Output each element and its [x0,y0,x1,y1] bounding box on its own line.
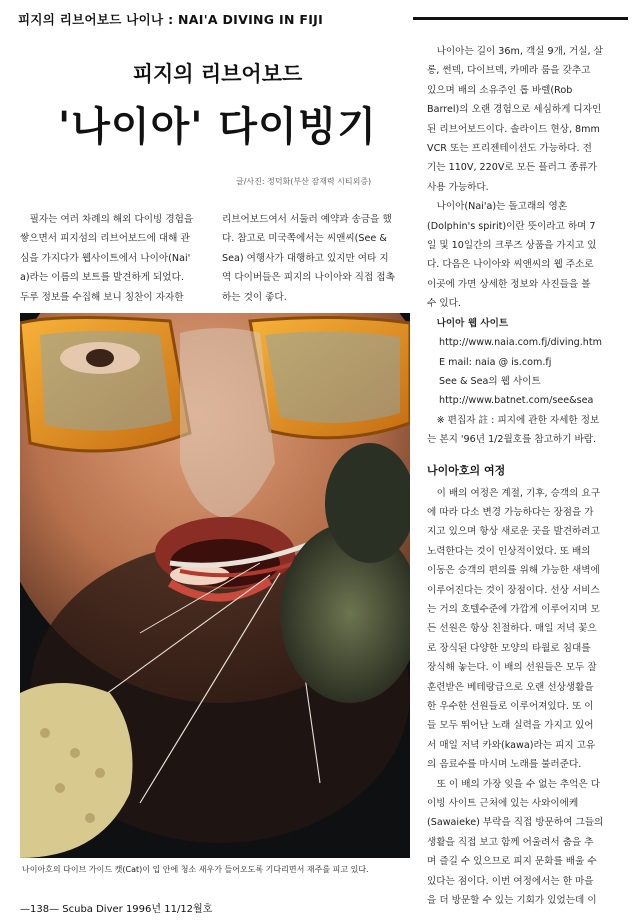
col1-line: 쌓으면서 피지섬의 리브어보드에 대해 관 [20,233,190,245]
header-title: 피지의 리브어보드 나이나 : NAI'A DIVING IN FIJI [18,12,324,27]
photo-caption: 나이아호의 다이브 가이드 캣(Cat)이 입 안에 청소 새우가 들어오도록 기다리면서 재주를 피고 있다. [22,865,369,874]
col3-line: 훈련받은 베테랑급으로 오랜 선상생활을 [427,681,594,693]
col3-line: 들 모두 뛰어난 노래 실력을 가지고 있어 [427,720,594,732]
article-byline: 글/사진: 정덕화(부산 잠재력 시티외증) [236,177,372,186]
editor-note: 는 본지 '96년 1/2월호를 참고하기 바람. [427,434,597,446]
col2-line: 역 다이버들은 피지의 나이아와 직접 접촉 [222,272,395,284]
naia-url-link[interactable]: http://www.naia.com.fj/diving.htm [439,337,602,349]
col3-line: 된 리브어보드이다. 솔라이드 현상, 8mm [427,123,600,135]
col3-line: 며 즐길 수 있으므로 피지 문화를 배울 수 [427,856,597,868]
section-title: 나이아호의 여정 [427,463,506,477]
column-left [20,210,213,307]
col3-line: 수 있다. [427,298,461,310]
col1-line: 필자는 여러 차례의 해외 다이빙 경험을 [29,214,194,225]
column-right [427,42,630,910]
seesea-url-link[interactable]: http://www.batnet.com/see&sea [439,395,594,407]
col3-line: 나이아는 길이 36m, 객실 9개, 거실, 살 [436,46,603,57]
photo-illustration [20,313,410,858]
page-header [18,8,628,30]
col3-line: 이루어진다는 것이 장점이다. 선상 서비스 [427,584,600,596]
article-kicker: 피지의 리브어보드 [132,62,303,86]
col3-line: 는 거의 호텔수준에 가깝게 이루어지며 모 [427,603,600,615]
col3-line: 을 더 방문할 수 있는 기회가 있었는데 이 [427,895,597,907]
page-footer: —138— Scuba Diver 1996년 11/12월호 [20,904,213,915]
article-headline: '나이아' 다이빙기 [58,104,377,150]
col3-line: 있으며 배의 소유주인 롭 바렐(Rob [427,84,573,96]
col3-line: 노력한다는 것이 인상적이었다. 또 배의 [427,545,591,557]
col3-line: 에 따라 다소 변경 가능하다는 장점을 가 [427,506,594,518]
col3-line: VCR 또는 프리젠테이션도 가능하다. 전 [427,143,592,155]
col2-line: Sea) 여행사가 대행하고 있지만 여타 지 [222,252,389,264]
naia-email-link[interactable]: E mail: naia @ is.com.fj [439,356,552,368]
naia-site-heading: 나이아 웹 사이트 [436,317,509,329]
col3-line: 이빙 사이트 근처에 있는 사와이에케 [427,798,579,810]
col2-line: 리브어보드여서 서둘러 예약과 송금을 했 [222,214,392,225]
col3-line: 이 배의 여정은 계절, 기후, 승객의 요구 [436,487,601,499]
col3-line: 서 매일 저녁 카와(kawa)라는 피지 고유 [427,739,596,751]
col3-line: 일 및 10일간의 크루즈 상품을 가지고 있 [427,240,597,252]
col3-line: 의 음료수를 마시며 노래를 불러준다. [427,759,582,771]
col3-line: 로 장식된 다양한 모양의 타월로 침대를 [427,642,591,654]
diver-shrimp-photo [20,313,410,858]
col3-line: Barrel)의 오랜 경험으로 세심하게 디자인 [427,104,602,116]
col2-line: 하는 것이 좋다. [222,291,287,303]
col1-line: a)라는 이름의 보트를 발견하게 되었다. [20,272,184,284]
col3-line: 사용 가능하다. [427,181,489,193]
col3-line: 또 이 배의 가장 잊을 수 없는 추억은 다 [436,778,601,790]
col3-line: 지고 있으며 항상 새로운 곳을 발견하려고 [427,526,600,538]
col3-line: 나이아(Nai'a)는 돌고래의 영혼 [436,201,568,213]
col3-line: 롱, 썬덱, 다이브덱, 카메라 룸을 갖추고 [427,65,591,77]
col3-line: (Sawaieke) 부락을 직접 방문하여 그들의 [427,817,604,829]
col3-line: 있다는 점이다. 이번 여정에서는 한 마을 [427,875,594,887]
column-middle [222,210,415,307]
col3-line: 든 선원은 항상 친절하다. 매일 저녁 꽃으 [427,623,597,635]
seesea-site-heading: See & Sea의 웹 사이트 [439,375,541,387]
col3-line: 장식해 놓는다. 이 배의 선원들은 모두 잘 [427,662,597,674]
col3-line: (Dolphin's spirit)이란 뜻이라고 하며 7 [427,220,596,232]
link-list [427,314,630,411]
col3-line: 다. 다음은 나이아와 씨앤씨의 웹 주소로 [427,259,594,271]
col1-line: 두루 정보를 수집해 보니 칭찬이 자자한 [20,291,184,303]
col3-line: 이곳에 가면 상세한 정보와 사진들을 볼 [427,278,591,290]
col3-line: 한 우수한 선원들로 이루어져있다. 또 이 [427,701,594,712]
col2-line: 다. 참고로 미국쪽에서는 씨앤씨(See & [222,233,387,245]
col3-line: 이동은 승객의 편의를 위해 가능한 새벽에 [427,565,600,577]
col3-line: 기는 110V, 220V로 모든 플러그 종류가 [427,162,597,174]
header-rule [413,17,628,20]
col3-line: 생활을 직접 보고 함께 어울려서 춤을 추 [427,836,594,848]
col1-line: 심을 가지다가 웹사이트에서 나이아(Nai' [20,252,191,264]
editor-note: ※ 편집자 註 : 피지에 관한 자세한 정보 [436,414,600,426]
